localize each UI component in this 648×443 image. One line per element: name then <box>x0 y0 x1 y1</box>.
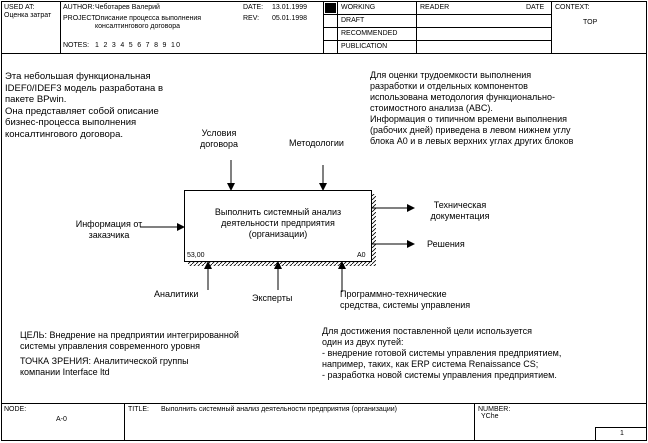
rev-label: REV: <box>243 15 260 22</box>
reader-label: READER <box>420 4 450 11</box>
status-draft: DRAFT <box>341 17 365 24</box>
author-value: Чеботарев Валерий <box>95 4 160 11</box>
viewpoint-note: ТОЧКА ЗРЕНИЯ: Аналитической группы компании Interface ltd <box>20 356 189 377</box>
control-label-conditions: Условия договора <box>199 128 239 149</box>
notes-value: 1 2 3 4 5 6 7 8 9 10 <box>95 42 182 49</box>
activity-number: A0 <box>357 252 366 259</box>
used-at-value: Оценка затрат <box>4 12 52 19</box>
context-value: TOP <box>583 19 598 26</box>
date-value: 13.01.1999 <box>272 4 308 11</box>
title-value: Выполнить системный анализ деятельности предприятия (организации) <box>161 406 397 413</box>
goal-note: ЦЕЛЬ: Внедрение на предприятии интегрированной системы управления современного уровня <box>20 330 239 351</box>
mechanism-label-experts: Эксперты <box>252 293 293 303</box>
right-intro-note: Для оценки трудоемкости выполнения разработки и отдельных компонентов использована методология функционально- стоимостного анализа (ABC). Информация о типичном времени выполнения (рабочих дней) приведена в левом нижнем углу блока A0 и в левых верхних углах других блоков <box>370 70 574 146</box>
date-label: DATE: <box>243 4 264 11</box>
used-at-block <box>4 4 58 20</box>
node-label: NODE: <box>4 406 27 413</box>
status-recommended: RECOMMENDED <box>341 30 398 37</box>
notes-label: NOTES: <box>63 42 90 49</box>
reader-date-label: DATE <box>526 4 545 11</box>
left-intro-note: Эта небольшая функциональная IDEF0/IDEF3 модель разработана в пакете BPwin. Она представляет собой описание бизнес-процесса выполнения консалтингового договора. <box>5 71 164 140</box>
status-working: WORKING <box>341 4 376 11</box>
project-value: Описание процесса выполнения консалтингового договора <box>95 15 202 30</box>
output-label-docs: Техническая документация <box>430 200 490 221</box>
author-label: AUTHOR: <box>63 4 95 11</box>
number-label: NUMBER: <box>478 406 511 413</box>
mechanism-label-software: Программно-технические средства, системы управления <box>340 289 471 310</box>
node-value: A-0 <box>56 416 67 423</box>
context-label: CONTEXT: <box>555 4 590 11</box>
rev-value: 05.01.1998 <box>272 15 308 22</box>
output-label-decisions: Решения <box>427 239 465 249</box>
input-label: Информация от заказчика <box>75 219 143 240</box>
page-number: 1 <box>620 430 624 437</box>
working-status-fill <box>325 3 336 13</box>
project-label: PROJECT: <box>63 15 97 22</box>
activity-cost: 53,00 <box>187 252 205 259</box>
status-publication: PUBLICATION <box>341 43 388 50</box>
approach-note: Для достижения поставленной цели используется один из двух путей: - внедрение готовой системы управления предприятием, например, таких, как ERP система Renaissance CS; - разработка новой системы управления предприятием. <box>322 326 562 380</box>
mechanism-label-analysts: Аналитики <box>154 289 199 299</box>
control-label-methodologies: Методологии <box>289 138 344 148</box>
title-label: TITLE: <box>128 406 150 413</box>
number-value: YChe <box>481 413 499 420</box>
used-at-label: USED AT: <box>4 4 35 11</box>
activity-label: Выполнить системный анализ деятельности предприятия (организации) <box>214 207 342 239</box>
